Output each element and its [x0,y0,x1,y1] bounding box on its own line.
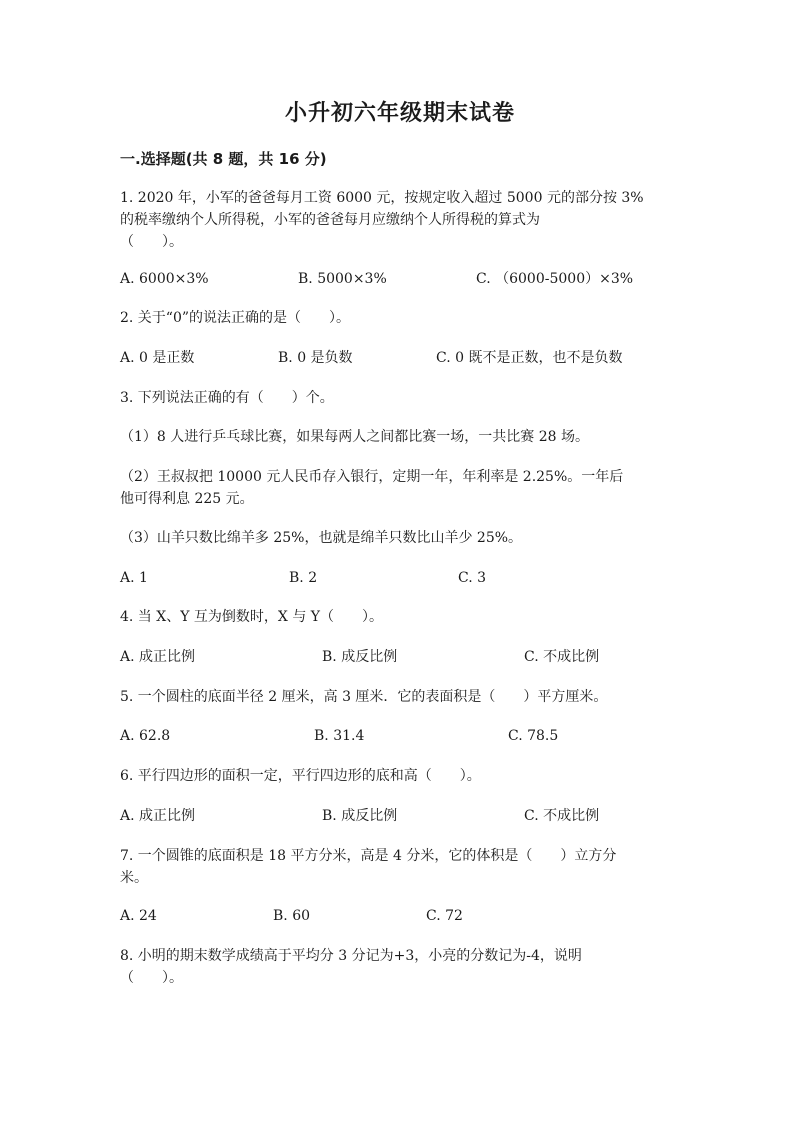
q2-text-line-1: 2. 关于“0”的说法正确的是（ ）。 [120,310,351,326]
q3-statement-2-cont: 他可得利息 225 元。 [120,491,254,507]
q4-option-c: C. 不成比例 [524,649,600,665]
q6-text-line-1: 6. 平行四边形的面积一定，平行四边形的底和高（ ）。 [120,768,481,784]
page-title: 小升初六年级期末试卷 [284,100,515,126]
q3-option-a: A. 1 [120,570,148,586]
q8-text-line-2: （ ）。 [120,970,183,986]
q2-option-a: A. 0 是正数 [120,350,195,366]
q7-option-c: C. 72 [426,908,463,924]
q3-option-c: C. 3 [458,570,487,586]
q1-option-c: C. （6000-5000）×3% [476,271,634,287]
q4-option-b: B. 成反比例 [322,649,398,665]
q3-statement-1: （1）8 人进行乒乓球比赛，如果每两人之间都比赛一场，一共比赛 28 场。 [120,429,589,445]
q2-option-c: C. 0 既不是正数，也不是负数 [436,350,623,366]
q3-text-line-1: 3. 下列说法正确的有（ ）个。 [120,390,334,406]
q1-text-line-2: 的税率缴纳个人所得税，小军的爸爸每月应缴纳个人所得税的算式为 [120,212,540,228]
q4-option-a: A. 成正比例 [120,649,196,665]
q7-text-line-2: 米。 [120,870,148,886]
q5-option-a: A. 62.8 [120,728,171,744]
q7-option-a: A. 24 [120,908,157,924]
q2-option-b: B. 0 是负数 [278,350,353,366]
q3-statement-2: （2）王叔叔把 10000 元人民币存入银行，定期一年，年利率是 2.25%。一年后 [120,469,624,485]
q1-text-line-3: （ ）。 [120,234,183,250]
q5-option-c: C. 78.5 [508,728,559,744]
q1-text-line-1: 1. 2020 年，小军的爸爸每月工资 6000 元，按规定收入超过 5000 元的部分按 3% [120,190,644,206]
q5-option-b: B. 31.4 [314,728,365,744]
q4-text-line-1: 4. 当 X、Y 互为倒数时，X 与 Y（ ）。 [120,609,384,625]
q5-text-line-1: 5. 一个圆柱的底面半径 2 厘米，高 3 厘米．它的表面积是（ ）平方厘米。 [120,689,608,705]
q8-text-line-1: 8. 小明的期末数学成绩高于平均分 3 分记为+3，小亮的分数记为-4，说明 [120,948,582,964]
q3-statement-3: （3）山羊只数比绵羊多 25%，也就是绵羊只数比山羊少 25%。 [120,530,523,546]
q6-option-b: B. 成反比例 [322,808,398,824]
section-heading: 一.选择题(共 8 题，共 16 分) [120,150,327,168]
q3-option-b: B. 2 [289,570,318,586]
q7-option-b: B. 60 [273,908,311,924]
q7-text-line-1: 7. 一个圆锥的底面积是 18 平方分米，高是 4 分米，它的体积是（ ）立方分 [120,848,617,864]
q6-option-c: C. 不成比例 [524,808,600,824]
q1-option-a: A. 6000×3% [120,271,209,287]
q6-option-a: A. 成正比例 [120,808,196,824]
q1-option-b: B. 5000×3% [298,271,387,287]
